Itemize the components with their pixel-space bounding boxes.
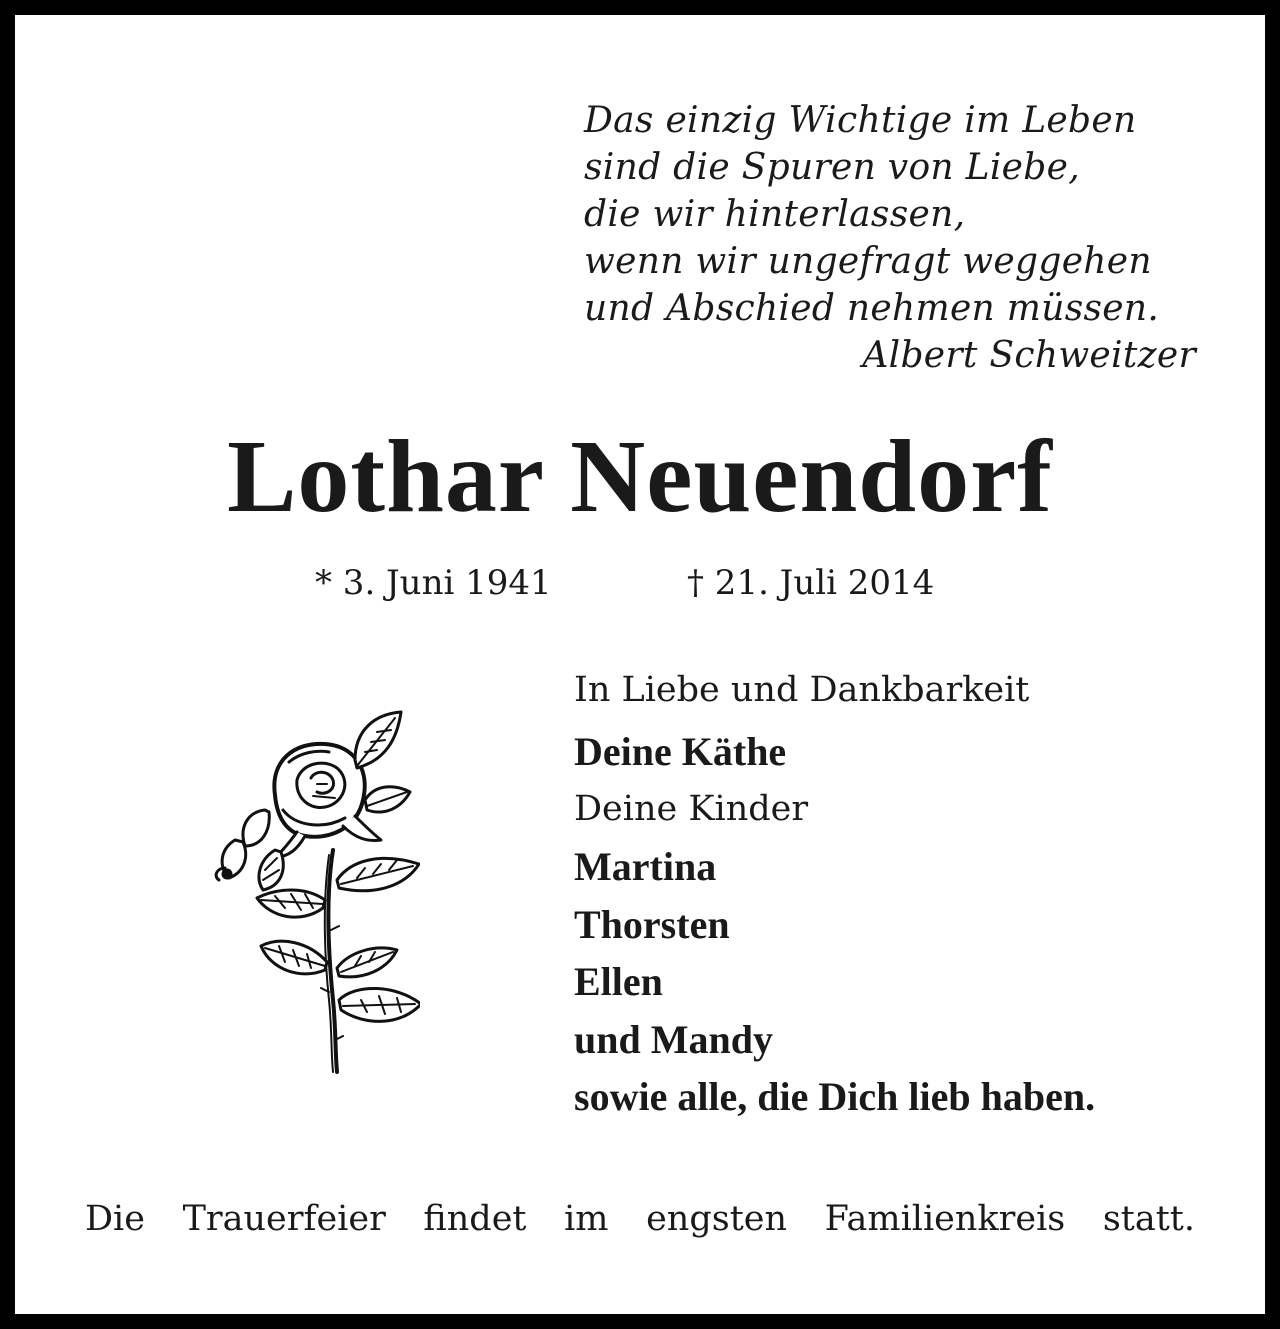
quote-line: sind die Spuren von Liebe,	[584, 147, 1080, 188]
quote-block	[584, 97, 1196, 379]
quote-line: Das einzig Wichtige im Leben	[584, 100, 1137, 141]
signoff-intro: In Liebe und Dankbarkeit	[574, 670, 1030, 710]
mourner-line: Ellen	[574, 959, 663, 1004]
mourner-line: Deine Kinder	[574, 788, 809, 829]
signoff-block	[574, 665, 1244, 1126]
quote-line: die wir hinterlassen,	[584, 194, 966, 235]
mourner-line: sowie alle, die Dich lieb haben.	[574, 1074, 1096, 1119]
deceased-name: Lothar Neuendorf	[227, 419, 1053, 534]
death-date: † 21. Juli 2014	[687, 563, 935, 603]
mourner-line: und Mandy	[574, 1016, 773, 1062]
mourner-line: Martina	[574, 844, 717, 889]
obituary-card	[15, 15, 1265, 1314]
rose-icon	[205, 700, 420, 1080]
birth-date: * 3. Juni 1941	[315, 563, 552, 603]
mourner-line: Thorsten	[574, 901, 730, 947]
quote-line: wenn wir ungefragt weggehen	[584, 241, 1152, 282]
mourner-line: Deine Käthe	[574, 729, 787, 774]
funeral-notice: Die Trauerfeier findet im engsten Familienkreis statt.	[85, 1199, 1195, 1239]
quote-author: Albert Schweitzer	[862, 335, 1196, 376]
quote-line: und Abschied nehmen müssen.	[584, 288, 1160, 329]
